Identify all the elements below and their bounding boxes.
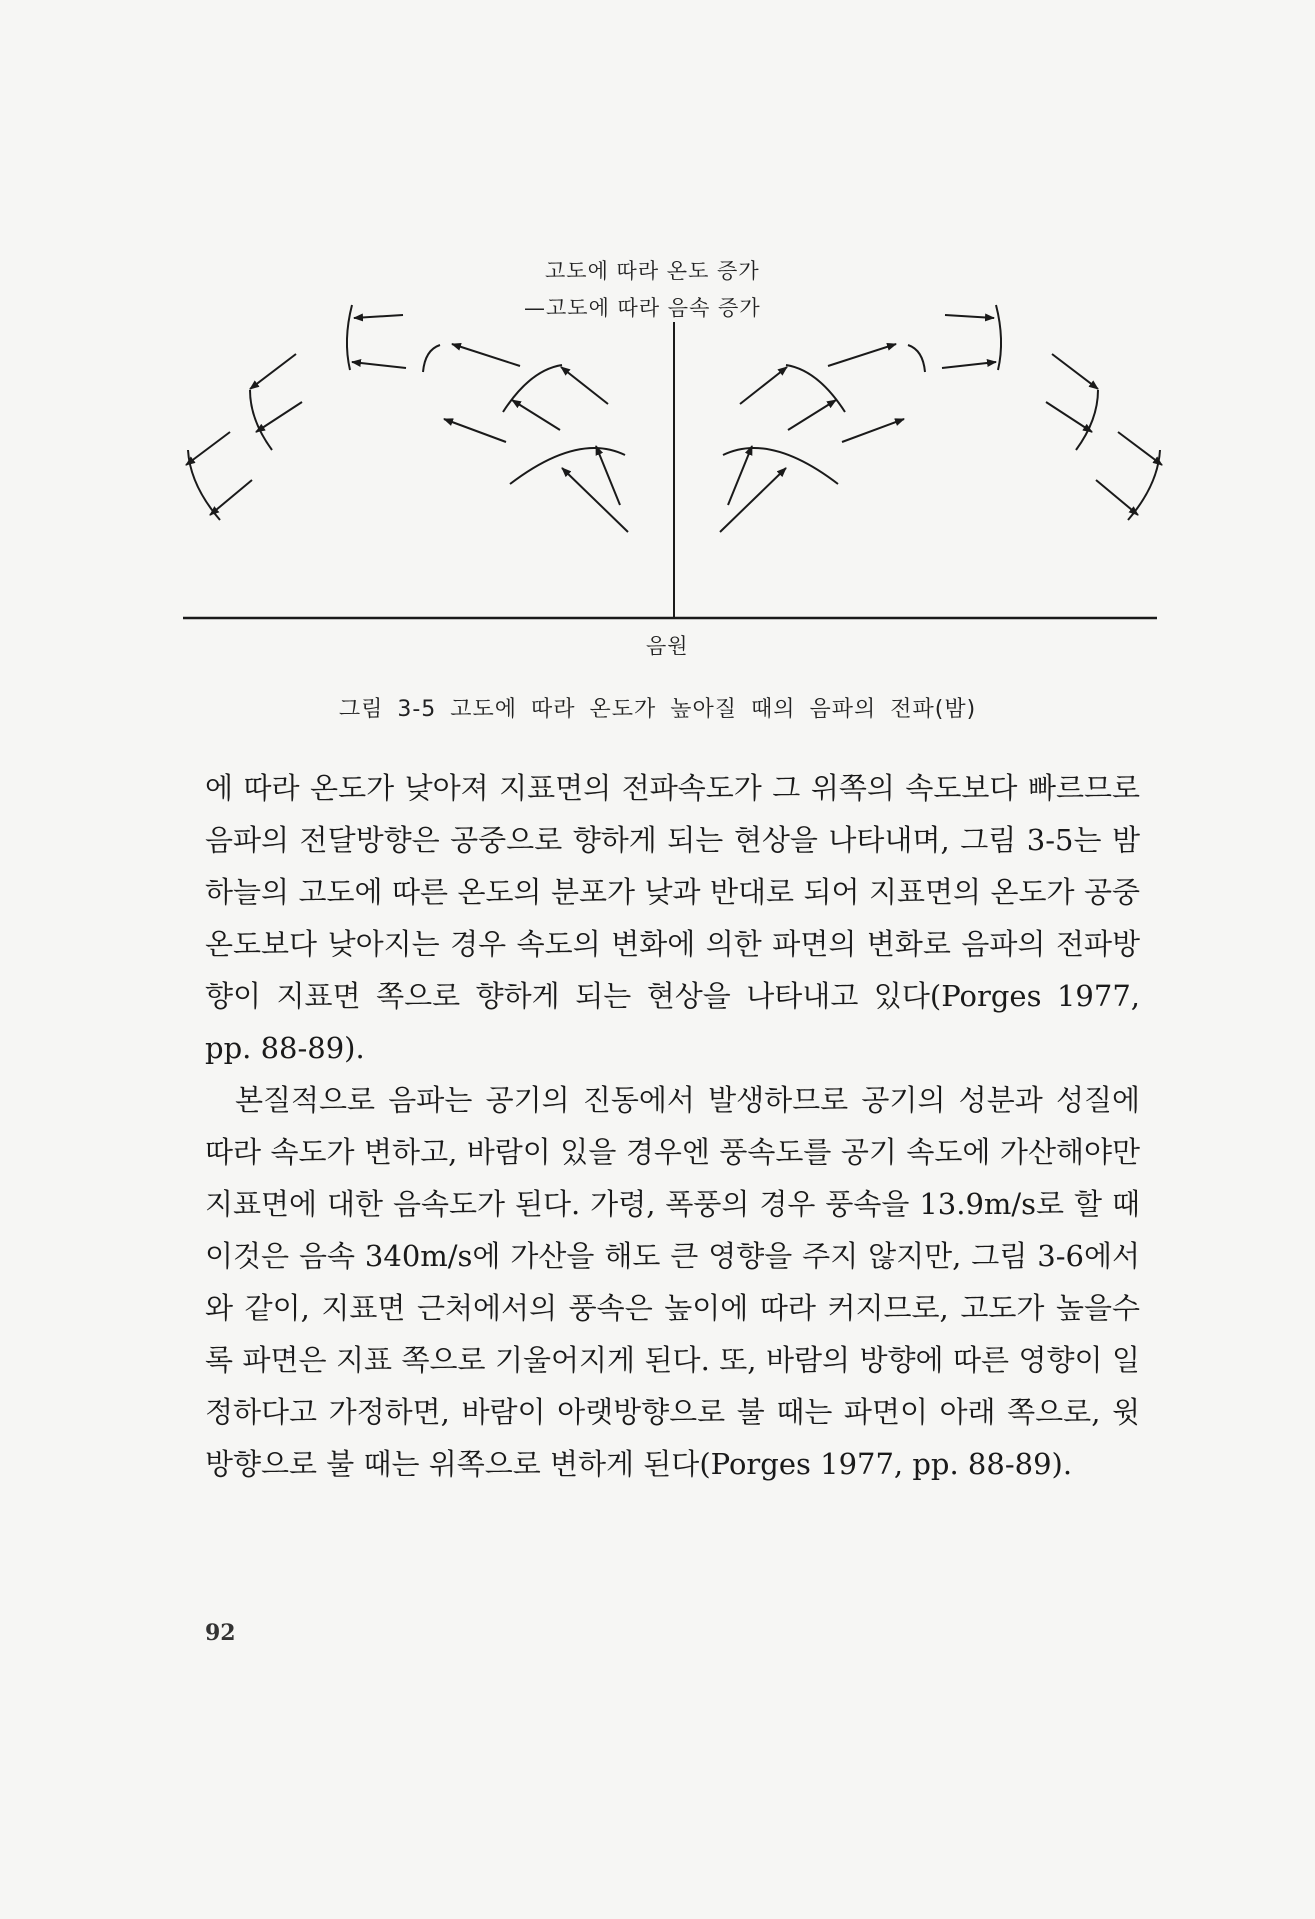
ray-arrow [1052,354,1098,389]
ray-arrow [186,432,230,465]
wave-propagation-diagram [0,0,1315,720]
ray-arrow [561,367,608,404]
body-text [205,762,1140,1490]
wavefront-arc [510,448,625,484]
label-sound-speed-increase: —고도에 따라 음속 증가 [524,296,761,320]
wavefront-arc [347,305,352,370]
ray-arrow [842,419,904,442]
ray-arrow [452,344,520,366]
label-sound-source: 음원 [646,634,689,658]
wavefront-arc [908,345,925,372]
wavefront-arc [723,448,838,484]
ray-arrow [945,315,994,318]
ray-arrow [788,400,836,430]
ray-arrow [512,400,560,430]
ray-arrow [1046,402,1092,432]
ray-arrow [444,419,506,442]
ray-arrow [250,354,296,389]
ray-arrow [942,362,996,368]
wavefront-arc [786,365,845,412]
ray-arrow [740,367,787,404]
ray-arrow [256,402,302,432]
ray-arrow [354,315,403,318]
paragraph: 에 따라 온도가 낮아져 지표면의 전파속도가 그 위쪽의 속도보다 빠르므로 음파의 전달방향은 공중으로 향하게 되는 현상을 나타내며, 그림 3-5는 밤하늘의 고도에 따른 온도의 분포가 낮과 반대로 되어 지표면의 온도가 공중 온도보다 낮아지는 경우 속도의 변화에 의한 파면의 변화로 음파의 전파방향이 지표면 쪽으로 향하게 되는 현상을 나타내고 있다(Porges 1977, pp. 88-89). [205,771,1140,1065]
wavefront-arc [996,305,1001,370]
wavefront-arc [250,390,272,450]
ray-arrow [728,446,752,505]
paragraph: 본질적으로 음파는 공기의 진동에서 발생하므로 공기의 성분과 성질에 따라 속도가 변하고, 바람이 있을 경우엔 풍속도를 공기 속도에 가산해야만 지표면에 대한 음속도가 된다. 가령, 폭풍의 경우 풍속을 13.9m/s로 할 때 이것은 음속 340m/s에 가산을 해도 큰 영향을 주지 않지만, 그림 3-6에서와 같이, 지표면 근처에서의 풍속은 높이에 따라 커지므로, 고도가 높을수록 파면은 지표 쪽으로 기울어지게 된다. 또, 바람의 방향에 따른 영향이 일정하다고 가정하면, 바람이 아랫방향으로 불 때는 파면이 아래 쪽으로, 윗방향으로 불 때는 위쪽으로 변하게 된다(Porges 1977, pp. 88-89). [205,1083,1140,1481]
ray-arrow [828,344,896,366]
figure-caption: 그림 3-5 고도에 따라 온도가 높아질 때의 음파의 전파(밤) [338,697,977,722]
wavefront-arc [423,345,440,372]
page-number: 92 [205,1620,236,1646]
ray-arrow [352,362,406,368]
ray-arrow [596,446,620,505]
label-temperature-increase: 고도에 따라 온도 증가 [545,259,760,283]
ray-arrow [1118,432,1162,465]
ray-arrow [1096,480,1138,515]
wavefront-arc [1076,390,1098,450]
ray-arrow [210,480,252,515]
wavefront-arc [503,365,562,412]
